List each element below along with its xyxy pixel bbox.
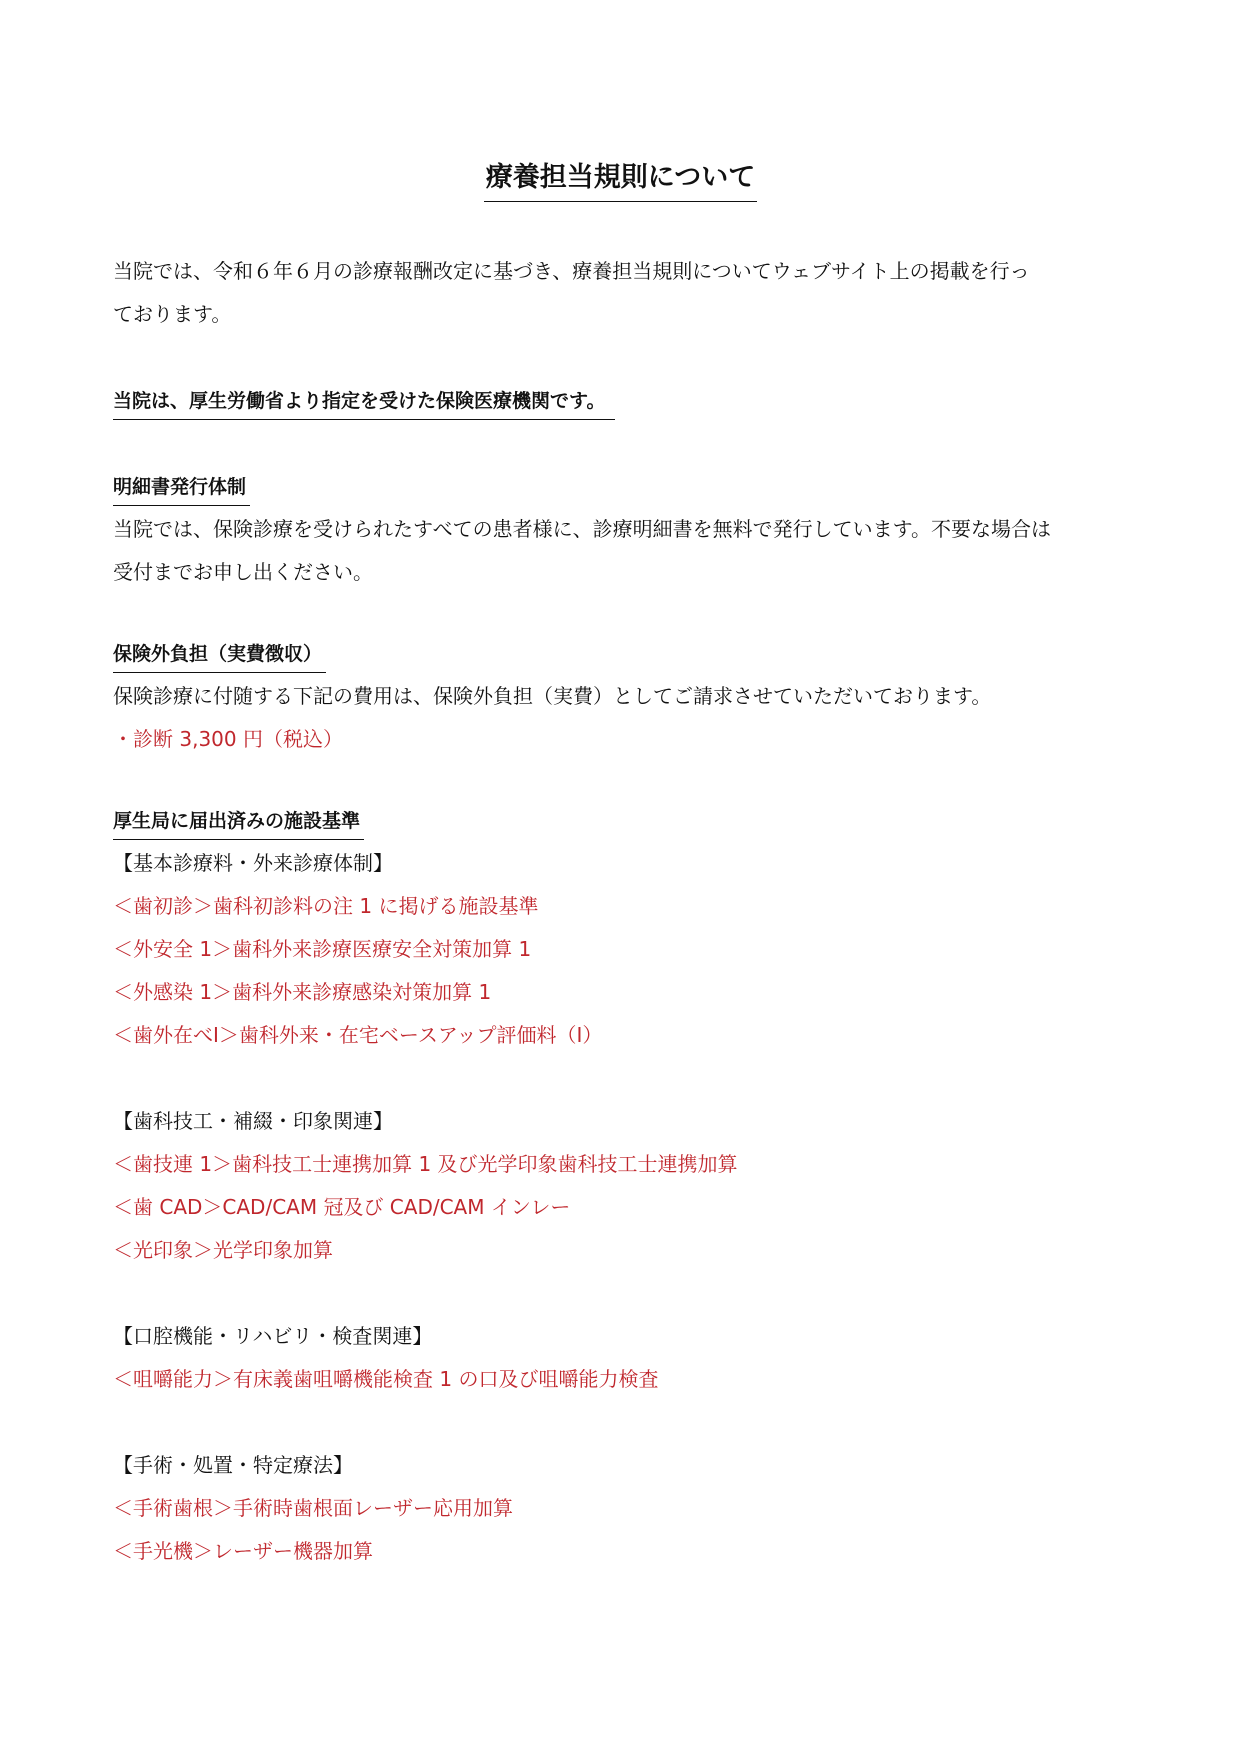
list-item: ＜手光機＞レーザー機器加算: [113, 1539, 373, 1563]
group-label: 【口腔機能・リハビリ・検査関連】: [113, 1324, 433, 1348]
list-item: ＜光印象＞光学印象加算: [113, 1238, 333, 1262]
statement-heading: 明細書発行体制: [113, 469, 250, 506]
list-item: ＜外感染 1＞歯科外来診療感染対策加算 1: [113, 980, 492, 1004]
out-of-pocket-paragraph: [113, 675, 1133, 761]
statement-line-1: 当院では、保険診療を受けられたすべての患者様に、診療明細書を無料で発行しています。不要な場合は: [113, 517, 1051, 541]
standards-heading: 厚生局に届出済みの施設基準: [113, 803, 364, 840]
group-label: 【歯科技工・補綴・印象関連】: [113, 1109, 393, 1133]
intro-line-2: ております。: [113, 302, 232, 326]
list-item: ＜咀嚼能力＞有床義歯咀嚼機能検査 1 の口及び咀嚼能力検査: [113, 1367, 659, 1391]
out-of-pocket-heading: 保険外負担（実費徴収）: [113, 636, 326, 673]
list-item: ＜歯外在べⅠ＞歯科外来・在宅ベースアップ評価料（Ⅰ）: [113, 1023, 603, 1047]
list-item: ＜歯技連 1＞歯科技工士連携加算 1 及び光学印象歯科技工士連携加算: [113, 1152, 738, 1176]
standards-group-oral-function: [113, 1315, 1133, 1401]
designation-heading: 当院は、厚生労働省より指定を受けた保険医療機関です。: [113, 383, 615, 420]
group-label: 【手術・処置・特定療法】: [113, 1453, 353, 1477]
list-item: ＜歯 CAD＞CAD/CAM 冠及び CAD/CAM インレー: [113, 1195, 571, 1219]
intro-paragraph: [113, 250, 1133, 336]
document-body: [113, 250, 1133, 1573]
intro-line-1: 当院では、令和６年６月の診療報酬改定に基づき、療養担当規則についてウェブサイト上の掲載を行っ: [113, 259, 1030, 283]
standards-group-surgery: [113, 1444, 1133, 1573]
statement-paragraph: [113, 508, 1133, 594]
group-label: 【基本診療料・外来診療体制】: [113, 851, 393, 875]
out-of-pocket-item: ・診断 3,300 円（税込）: [113, 727, 343, 751]
title-block: [0, 158, 1241, 202]
list-item: ＜歯初診＞歯科初診料の注 1 に掲げる施設基準: [113, 894, 539, 918]
out-of-pocket-text: 保険診療に付随する下記の費用は、保険外負担（実費）としてご請求させていただいております。: [113, 684, 992, 708]
list-item: ＜手術歯根＞手術時歯根面レーザー応用加算: [113, 1496, 513, 1520]
standards-group-prosthetics: [113, 1100, 1133, 1272]
page-title: 療養担当規則について: [484, 158, 757, 202]
statement-line-2: 受付までお申し出ください。: [113, 560, 373, 584]
standards-group-basic: [113, 842, 1133, 1057]
list-item: ＜外安全 1＞歯科外来診療医療安全対策加算 1: [113, 937, 532, 961]
